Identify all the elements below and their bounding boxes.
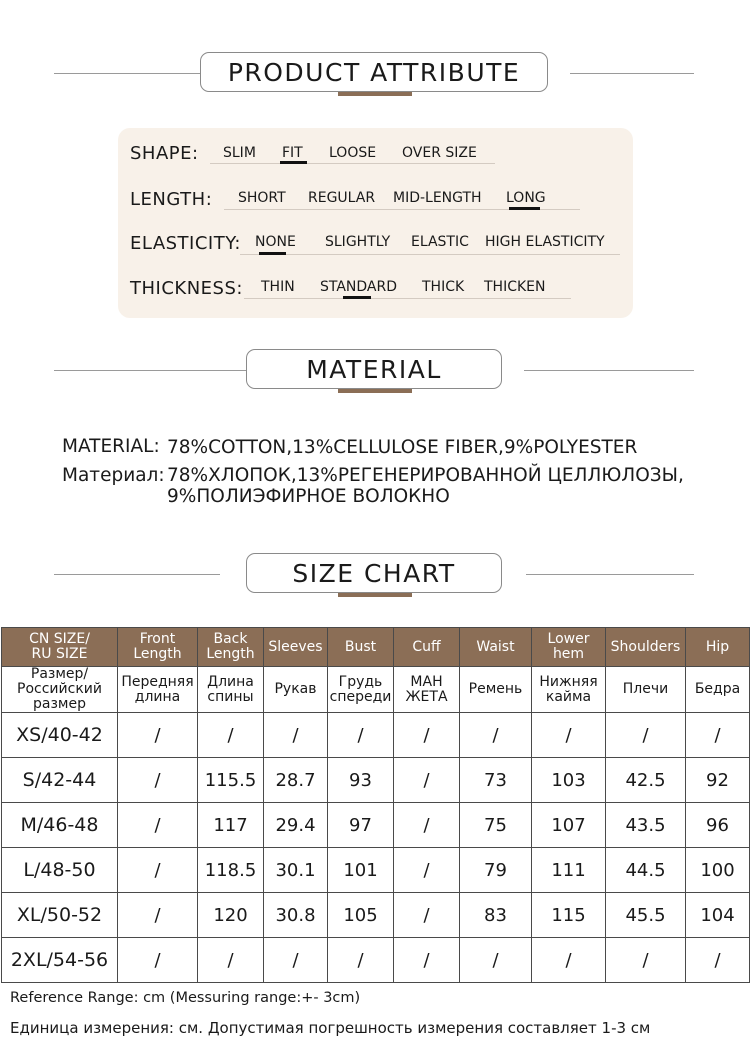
attr-divider-left — [54, 73, 204, 74]
header-line: Ремень — [468, 681, 523, 697]
header-line: Shoulders — [610, 638, 681, 655]
size-cell: 2XL/54-56 — [2, 938, 118, 983]
header-row-ru — [2, 667, 750, 713]
header-en-5 — [394, 628, 460, 667]
attr-option: OVER SIZE — [402, 145, 477, 161]
attr-option: THICKEN — [484, 279, 546, 295]
header-line: Hip — [705, 638, 730, 655]
measurement-cell: 43.5 — [606, 803, 686, 848]
attr-option: STANDARD — [320, 279, 398, 295]
header-en-6 — [460, 628, 532, 667]
measurement-cell: 44.5 — [606, 848, 686, 893]
measurement-cell: 101 — [328, 848, 394, 893]
measurement-cell: / — [198, 938, 264, 983]
header-en-4 — [328, 628, 394, 667]
attr-option: LOOSE — [329, 145, 377, 161]
material-en-value: 78%COTTON,13%CELLULOSE FIBER,9%POLYESTER — [167, 437, 638, 458]
table-row — [2, 848, 750, 893]
material-en-label: MATERIAL: — [62, 436, 160, 457]
header-en-2 — [198, 628, 264, 667]
header-line: Bust — [344, 638, 377, 655]
reference-note-en: Reference Range: cm (Messuring range:+- 3cm) — [10, 990, 361, 1006]
header-line: спереди — [329, 688, 392, 705]
measurement-cell: / — [394, 893, 460, 938]
measurement-cell: / — [118, 713, 198, 758]
header-line: Плечи — [622, 681, 669, 697]
material-divider-right — [524, 370, 694, 371]
attr-option: REGULAR — [308, 190, 376, 206]
measurement-cell: 79 — [460, 848, 532, 893]
measurement-cell: 117 — [198, 803, 264, 848]
measurement-cell: 96 — [686, 803, 750, 848]
measurement-cell: 75 — [460, 803, 532, 848]
header-ru-9 — [686, 667, 750, 713]
measurement-cell: / — [198, 713, 264, 758]
attr-option: SLIM — [223, 145, 256, 161]
measurement-cell: / — [394, 848, 460, 893]
measurement-cell: 105 — [328, 893, 394, 938]
attr-option: THICK — [422, 279, 465, 295]
measurement-cell: / — [394, 938, 460, 983]
measurement-cell: / — [264, 938, 328, 983]
material-title: MATERIAL — [246, 349, 502, 389]
header-line: CN SIZE/ — [29, 631, 90, 647]
measurement-cell: 107 — [532, 803, 606, 848]
product-attribute-title: PRODUCT ATTRIBUTE — [200, 52, 548, 92]
attr-divider-right — [570, 73, 694, 74]
size-divider-right — [526, 574, 694, 575]
measurement-cell: / — [686, 938, 750, 983]
attr-label-length: LENGTH: — [130, 189, 213, 210]
header-line: Передняя — [121, 673, 194, 690]
header-ru-5 — [394, 667, 460, 713]
header-line: длина — [134, 688, 181, 705]
table-row — [2, 758, 750, 803]
measurement-cell: / — [394, 713, 460, 758]
header-en-8 — [606, 628, 686, 667]
header-line: Российский — [17, 681, 102, 697]
material-title-underbar — [338, 389, 412, 393]
measurement-cell: 100 — [686, 848, 750, 893]
attr-rule — [210, 163, 495, 164]
header-en-0 — [2, 628, 118, 667]
header-line: Нижняя — [539, 673, 598, 690]
measurement-cell: 30.8 — [264, 893, 328, 938]
material-ru-value-1: 78%ХЛОПОК,13%РЕГЕНЕРИРОВАННОЙ ЦЕЛЛЮЛОЗЫ, — [167, 465, 684, 486]
header-line: RU SIZE — [31, 646, 88, 662]
measurement-cell: 28.7 — [264, 758, 328, 803]
header-ru-0 — [2, 667, 118, 713]
size-title-underbar — [338, 593, 412, 597]
attr-label-thickness: THICKNESS: — [130, 278, 243, 299]
measurement-cell: / — [118, 893, 198, 938]
material-ru-label: Материал: — [62, 465, 165, 486]
header-en-1 — [118, 628, 198, 667]
material-ru-value-2: 9%ПОЛИЭФИРНОЕ ВОЛОКНО — [167, 486, 450, 507]
measurement-cell: 93 — [328, 758, 394, 803]
header-en-3 — [264, 628, 328, 667]
measurement-cell: / — [118, 938, 198, 983]
measurement-cell: 92 — [686, 758, 750, 803]
measurement-cell: / — [606, 938, 686, 983]
header-line: Sleeves — [268, 638, 323, 655]
attr-option: NONE — [255, 234, 296, 250]
measurement-cell: / — [118, 848, 198, 893]
size-chart-body — [2, 713, 750, 983]
attr-label-shape: SHAPE: — [130, 143, 199, 164]
attr-option: SLIGHTLY — [325, 234, 391, 250]
table-row — [2, 938, 750, 983]
header-line: Back — [213, 631, 248, 647]
header-en-7 — [532, 628, 606, 667]
measurement-cell: 120 — [198, 893, 264, 938]
measurement-cell: / — [686, 713, 750, 758]
attr-option: LONG — [506, 190, 546, 206]
measurement-cell: 42.5 — [606, 758, 686, 803]
measurement-cell: / — [328, 938, 394, 983]
size-cell: L/48-50 — [2, 848, 118, 893]
header-ru-2 — [198, 667, 264, 713]
material-divider-left — [54, 370, 252, 371]
table-row — [2, 893, 750, 938]
header-line: Lower — [547, 631, 590, 647]
reference-note-ru: Единица измерения: см. Допустимая погрешность измерения составляет 1-3 см — [10, 1019, 651, 1037]
measurement-cell: / — [532, 713, 606, 758]
measurement-cell: / — [264, 713, 328, 758]
header-line: кайма — [545, 688, 592, 705]
header-en-9 — [686, 628, 750, 667]
measurement-cell: / — [118, 758, 198, 803]
table-row — [2, 803, 750, 848]
attr-title-underbar — [338, 92, 412, 96]
header-line: Cuff — [412, 638, 441, 655]
attr-option: ELASTIC — [411, 234, 469, 250]
attr-selected-marker — [280, 161, 307, 164]
table-row — [2, 713, 750, 758]
attr-rule — [244, 298, 571, 299]
header-line: размер — [33, 696, 86, 712]
measurement-cell: / — [394, 758, 460, 803]
measurement-cell: 97 — [328, 803, 394, 848]
attr-option: SHORT — [238, 190, 286, 206]
header-line: ЖЕТА — [405, 688, 448, 705]
header-line: Length — [206, 646, 255, 662]
header-line: Длина — [207, 673, 254, 690]
measurement-cell: / — [118, 803, 198, 848]
header-line: Waist — [476, 638, 515, 655]
header-line: Грудь — [338, 673, 383, 690]
attr-rule — [240, 254, 620, 255]
size-cell: XL/50-52 — [2, 893, 118, 938]
measurement-cell: 111 — [532, 848, 606, 893]
header-line: Бедра — [694, 681, 741, 697]
measurement-cell: 115.5 — [198, 758, 264, 803]
measurement-cell: / — [532, 938, 606, 983]
size-chart-title: SIZE CHART — [246, 553, 502, 593]
measurement-cell: 103 — [532, 758, 606, 803]
measurement-cell: / — [328, 713, 394, 758]
header-line: МАН — [410, 673, 443, 690]
size-cell: M/46-48 — [2, 803, 118, 848]
header-line: Размер/ — [30, 666, 89, 682]
measurement-cell: / — [606, 713, 686, 758]
attr-label-elasticity: ELASTICITY: — [130, 233, 241, 254]
attr-option: HIGH ELASTICITY — [485, 234, 605, 250]
header-line: hem — [552, 646, 585, 662]
measurement-cell: 118.5 — [198, 848, 264, 893]
header-line: Рукав — [274, 681, 317, 697]
header-ru-8 — [606, 667, 686, 713]
measurement-cell: / — [460, 713, 532, 758]
measurement-cell: 104 — [686, 893, 750, 938]
attr-selected-marker — [509, 207, 540, 210]
measurement-cell: 115 — [532, 893, 606, 938]
attr-selected-marker — [259, 252, 286, 255]
header-line: Front — [139, 631, 176, 647]
measurement-cell: 45.5 — [606, 893, 686, 938]
attr-option: FIT — [282, 145, 303, 161]
measurement-cell: / — [460, 938, 532, 983]
measurement-cell: 29.4 — [264, 803, 328, 848]
header-line: Length — [133, 646, 182, 662]
header-ru-7 — [532, 667, 606, 713]
attr-option: MID-LENGTH — [393, 190, 482, 206]
header-line: спины — [207, 688, 254, 705]
size-cell: XS/40-42 — [2, 713, 118, 758]
measurement-cell: / — [394, 803, 460, 848]
attr-selected-marker — [343, 296, 371, 299]
header-ru-1 — [118, 667, 198, 713]
measurement-cell: 83 — [460, 893, 532, 938]
size-chart-table — [1, 627, 750, 983]
header-ru-3 — [264, 667, 328, 713]
attr-option: THIN — [261, 279, 295, 295]
header-ru-6 — [460, 667, 532, 713]
size-cell: S/42-44 — [2, 758, 118, 803]
measurement-cell: 30.1 — [264, 848, 328, 893]
header-row-en — [2, 628, 750, 667]
header-ru-4 — [328, 667, 394, 713]
size-divider-left — [54, 574, 220, 575]
measurement-cell: 73 — [460, 758, 532, 803]
